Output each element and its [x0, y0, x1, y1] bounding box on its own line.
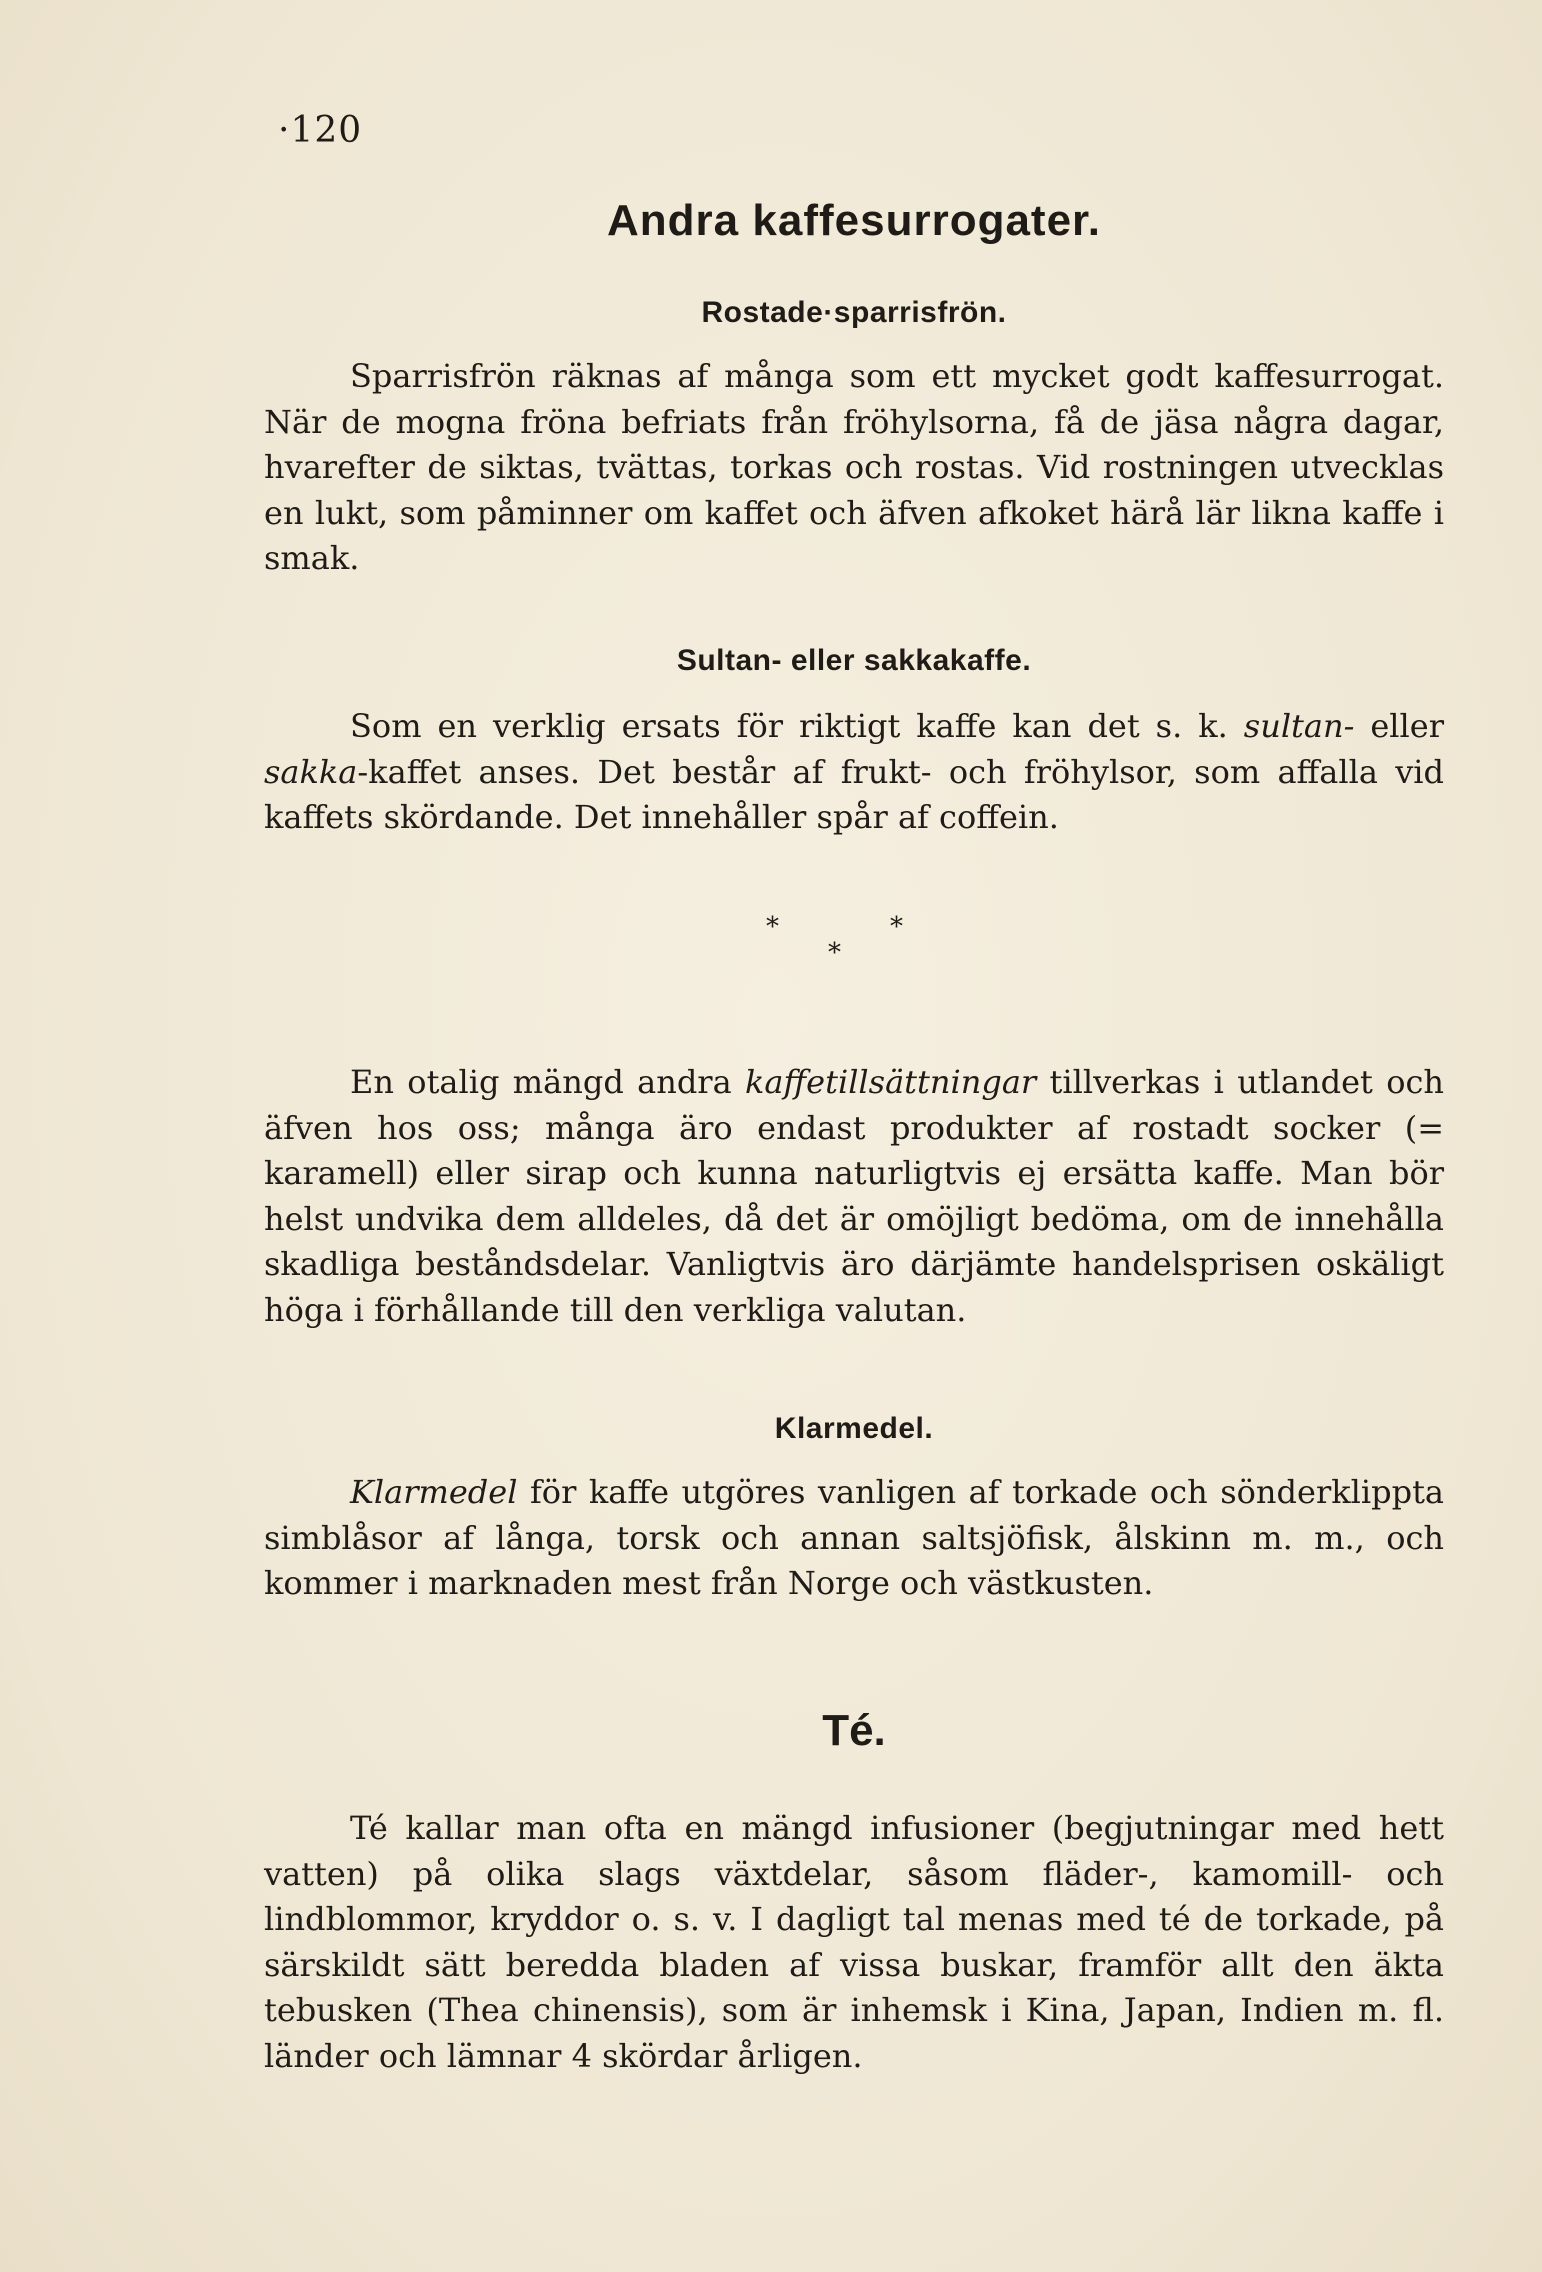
separator-star: *: [766, 912, 779, 942]
te-body: Té kallar man ofta en mängd infusioner (begjutningar med hett vatten) på olika slags växtdelar, såsom fläder-, kamomill- och lindblommor, kryddor o. s. v. I dagligt tal menas med té de torkade, på särskildt sätt beredda bladen af vissa buskar, framför allt den äkta tebusken (Thea chinensis), som är inhemsk i Kina, Japan, Indien m. fl. länder och lämnar 4 skördar årligen.: [264, 1809, 1444, 2075]
other-em: kaffetillsättningar: [745, 1063, 1037, 1101]
section-heading-sultan: Sultan- eller sakkakaffe.: [676, 644, 1032, 677]
section-text-sultan: [264, 704, 1444, 841]
te-text: [264, 1806, 1444, 2079]
te-title: Té.: [822, 1706, 886, 1755]
sultan-em-2: sakka: [264, 752, 358, 791]
sultan-em-1: sultan-: [1243, 707, 1355, 745]
other-substitutes-text: [264, 1060, 1444, 1333]
sultan-text-mid: eller: [1354, 707, 1445, 745]
klarmedel-body: för kaffe utgöres vanligen af torkade och sönderklippta simblåsor af långa, torsk och annan saltsjöfisk, ålskinn m. m., och kommer i marknaden mest från Norge och västkusten.: [264, 1473, 1444, 1602]
klarmedel-em: Klarmedel: [350, 1473, 518, 1511]
sultan-text-after: -kaffet anses. Det består af frukt- och fröhylsor, som affalla vid kaffets skördande. Det innehåller spår af coffein.: [264, 752, 1444, 836]
other-text-after: tillverkas i utlandet och äfven hos oss; många äro endast produkter af rostadt socker (= karamell) eller sirap och kunna naturligtvis ej ersätta kaffe. Man bör helst undvika dem alldeles, då det är omöjligt bedöma, om de innehålla skadliga beståndsdelar. Vanligtvis äro därjämte handelsprisen oskäligt höga i förhållande till den verkliga valutan.: [264, 1063, 1444, 1329]
section-heading-sparrisfron: Rostade·sparrisfrön.: [701, 296, 1007, 329]
section-separator: [264, 912, 1444, 982]
section-heading-klarmedel: Klarmedel.: [774, 1412, 934, 1445]
separator-star: *: [828, 938, 841, 968]
separator-star: *: [890, 912, 903, 942]
section-text-sparrisfron: [264, 354, 1444, 582]
page-number: ·120: [278, 110, 363, 151]
sultan-text-before: Som en verklig ersats för riktigt kaffe kan det s. k.: [350, 707, 1244, 745]
chapter-title: Andra kaffesurrogater.: [607, 196, 1101, 245]
section-text-klarmedel: [264, 1470, 1444, 1607]
other-text-before: En otalig mängd andra: [350, 1063, 746, 1101]
sparrisfron-body: Sparrisfrön räknas af många som ett mycket godt kaffesurrogat. När de mogna fröna befriats från fröhylsorna, få de jäsa några dagar, hvarefter de siktas, tvättas, torkas och rostas. Vid rostningen utvecklas en lukt, som påminner om kaffet och äfven afkoket härå lär likna kaffe i smak.: [264, 357, 1444, 577]
